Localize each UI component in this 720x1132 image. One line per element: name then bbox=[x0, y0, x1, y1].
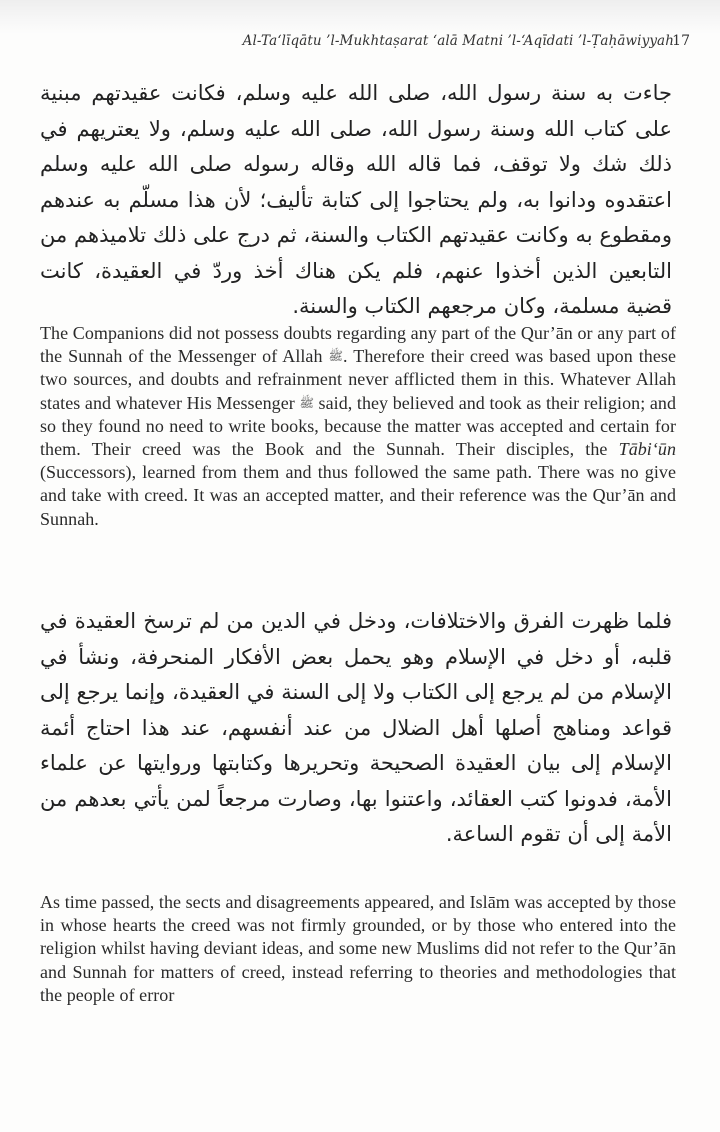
english-paragraph-1-text-a: The Companions did not possess doubts regarding any part of the Qur’ān or any part of the Sunnah of the Messenger of Allah bbox=[40, 323, 676, 367]
english-paragraph-1-text-d: (Successors), learned from them and thus followed the same path. There was no give and take with creed. It was an accepted matter, and their reference was the Qur’ān and Sunnah. bbox=[40, 462, 676, 529]
english-paragraph-2: As time passed, the sects and disagreements appeared, and Islām was accepted by those in whose hearts the creed was not firmly grounded, or by those who entered into the religion whilst having deviant ideas, and some new Muslims did not refer to the Qur’ān and Sunnah for matters of creed, instead referring to theories and methodologies that the people of error bbox=[40, 892, 676, 1005]
arabic-paragraph-2: فلما ظهرت الفرق والاختلافات، ودخل في الدين من لم ترسخ العقيدة في قلبه، أو دخل في الإسلام وهو يحمل بعض الأفكار المنحرفة، ونشأ في الإسلام من لم يرجع إلى الكتاب ولا إلى السنة في العقيدة، وإنما يرجع إلى قواعد ومناهج أصلها أهل الضلال من عند أنفسهم، عند هذا احتاج أئمة الإسلام إلى بيان العقيدة الصحيحة وتحريرها وكتابتها وروايتها عن علماء الأمة، فدونوا كتب العقائد، واعتنوا بها، وصارت مرجعاً لمن يأتي بعدهم من الأمة إلى أن تقوم الساعة. bbox=[40, 609, 672, 846]
running-title: Al-Ta‘līqātu ’l-Mukhtaṣarat ‘alā Matni ’l-‘Aqīdati ’l-Ṭaḥāwiyyah bbox=[242, 33, 674, 49]
arabic-paragraph-1: جاءت به سنة رسول الله، صلى الله عليه وسلم، فكانت عقيدتهم مبنية على كتاب الله وسنة رسول الله، صلى الله عليه وسلم، ولا يعتريهم في ذلك شك ولا توقف، فما قاله الله وقاله رسوله صلى الله عليه وسلم اعتقدوه ودانوا به، ولم يحتاجوا إلى كتابة تأليف؛ لأن هذا مسلّم به عندهم ومقطوع به وكانت عقيدتهم الكتاب والسنة، ثم درج على ذلك تلاميذهم من التابعين الذين أخذوا عنهم، فلم يكن هناك أخذ وردّ في العقيدة، كانت قضية مسلمة، وكان مرجعهم الكتاب والسنة. bbox=[40, 81, 672, 318]
english-paragraph-1-text-b: . Therefore their creed was based upon these two sources, and doubts and refrainment never afflicted them in this. Whatever Allah states and whatever His Messenger bbox=[40, 346, 676, 413]
english-paragraph-1-text-c: said, they believed and took as their religion; and so they found no need to write books, because the matter was accepted and certain for them. Their creed was the Book and the Sunnah. Their disciples, the bbox=[40, 392, 676, 460]
page-number: 17 bbox=[672, 33, 690, 49]
english-paragraph-1 bbox=[40, 322, 676, 531]
tabiun-term: Tābi‘ūn bbox=[618, 439, 676, 460]
salawat-honorific-glyph: ﷺ bbox=[328, 349, 344, 364]
page-top-shadow bbox=[0, 0, 720, 34]
salawat-honorific-glyph: ﷺ bbox=[299, 395, 314, 410]
